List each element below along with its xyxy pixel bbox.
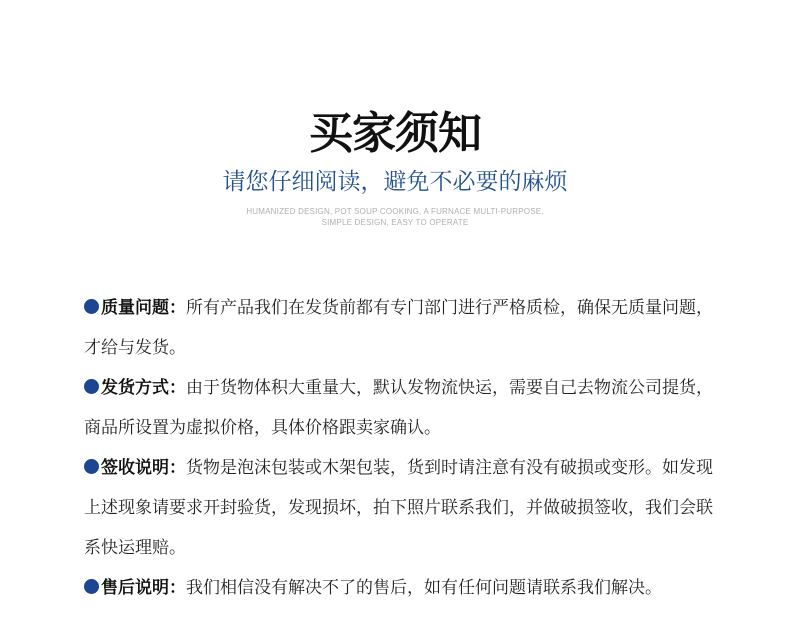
note-heading: 售后说明：	[101, 578, 186, 598]
note-text: 由于货物体积大重量大，默认发物流快运，需要自己去物流公司提货，商品所设置为虚拟价格，具体价格跟卖家确认。	[84, 378, 713, 438]
bullet-dot-icon	[84, 299, 99, 314]
note-quality	[84, 288, 714, 368]
bullet-dot-icon	[84, 579, 99, 594]
notes-list	[84, 288, 714, 608]
note-shipping	[84, 368, 714, 448]
bullet-dot-icon	[84, 379, 99, 394]
tagline-line-1: HUMANIZED DESIGN, POT SOUP COOKING, A FURNACE MULTI-PURPOSE,	[246, 207, 544, 216]
subtitle: 请您仔细阅读，避免不必要的麻烦	[222, 169, 568, 195]
note-text: 货物是泡沫包装或木架包装，货到时请注意有没有破损或变形。如发现上述现象请要求开封验货，发现损坏，拍下照片联系我们，并做破损签收，我们会联系快运理赔。	[84, 458, 713, 558]
bullet-dot-icon	[84, 459, 99, 474]
note-receipt	[84, 448, 714, 568]
note-text: 所有产品我们在发货前都有专门部门进行严格质检，确保无质量问题，才给与发货。	[84, 298, 713, 358]
note-after-sales	[84, 568, 714, 608]
english-tagline	[0, 206, 790, 228]
note-heading: 质量问题：	[101, 298, 186, 318]
note-heading: 发货方式：	[101, 378, 186, 398]
page-title: 买家须知	[309, 108, 481, 159]
note-heading: 签收说明：	[101, 458, 186, 478]
note-text: 我们相信没有解决不了的售后，如有任何问题请联系我们解决。	[186, 578, 662, 598]
tagline-line-2: SIMPLE DESIGN, EASY TO OPERATE	[321, 218, 469, 227]
